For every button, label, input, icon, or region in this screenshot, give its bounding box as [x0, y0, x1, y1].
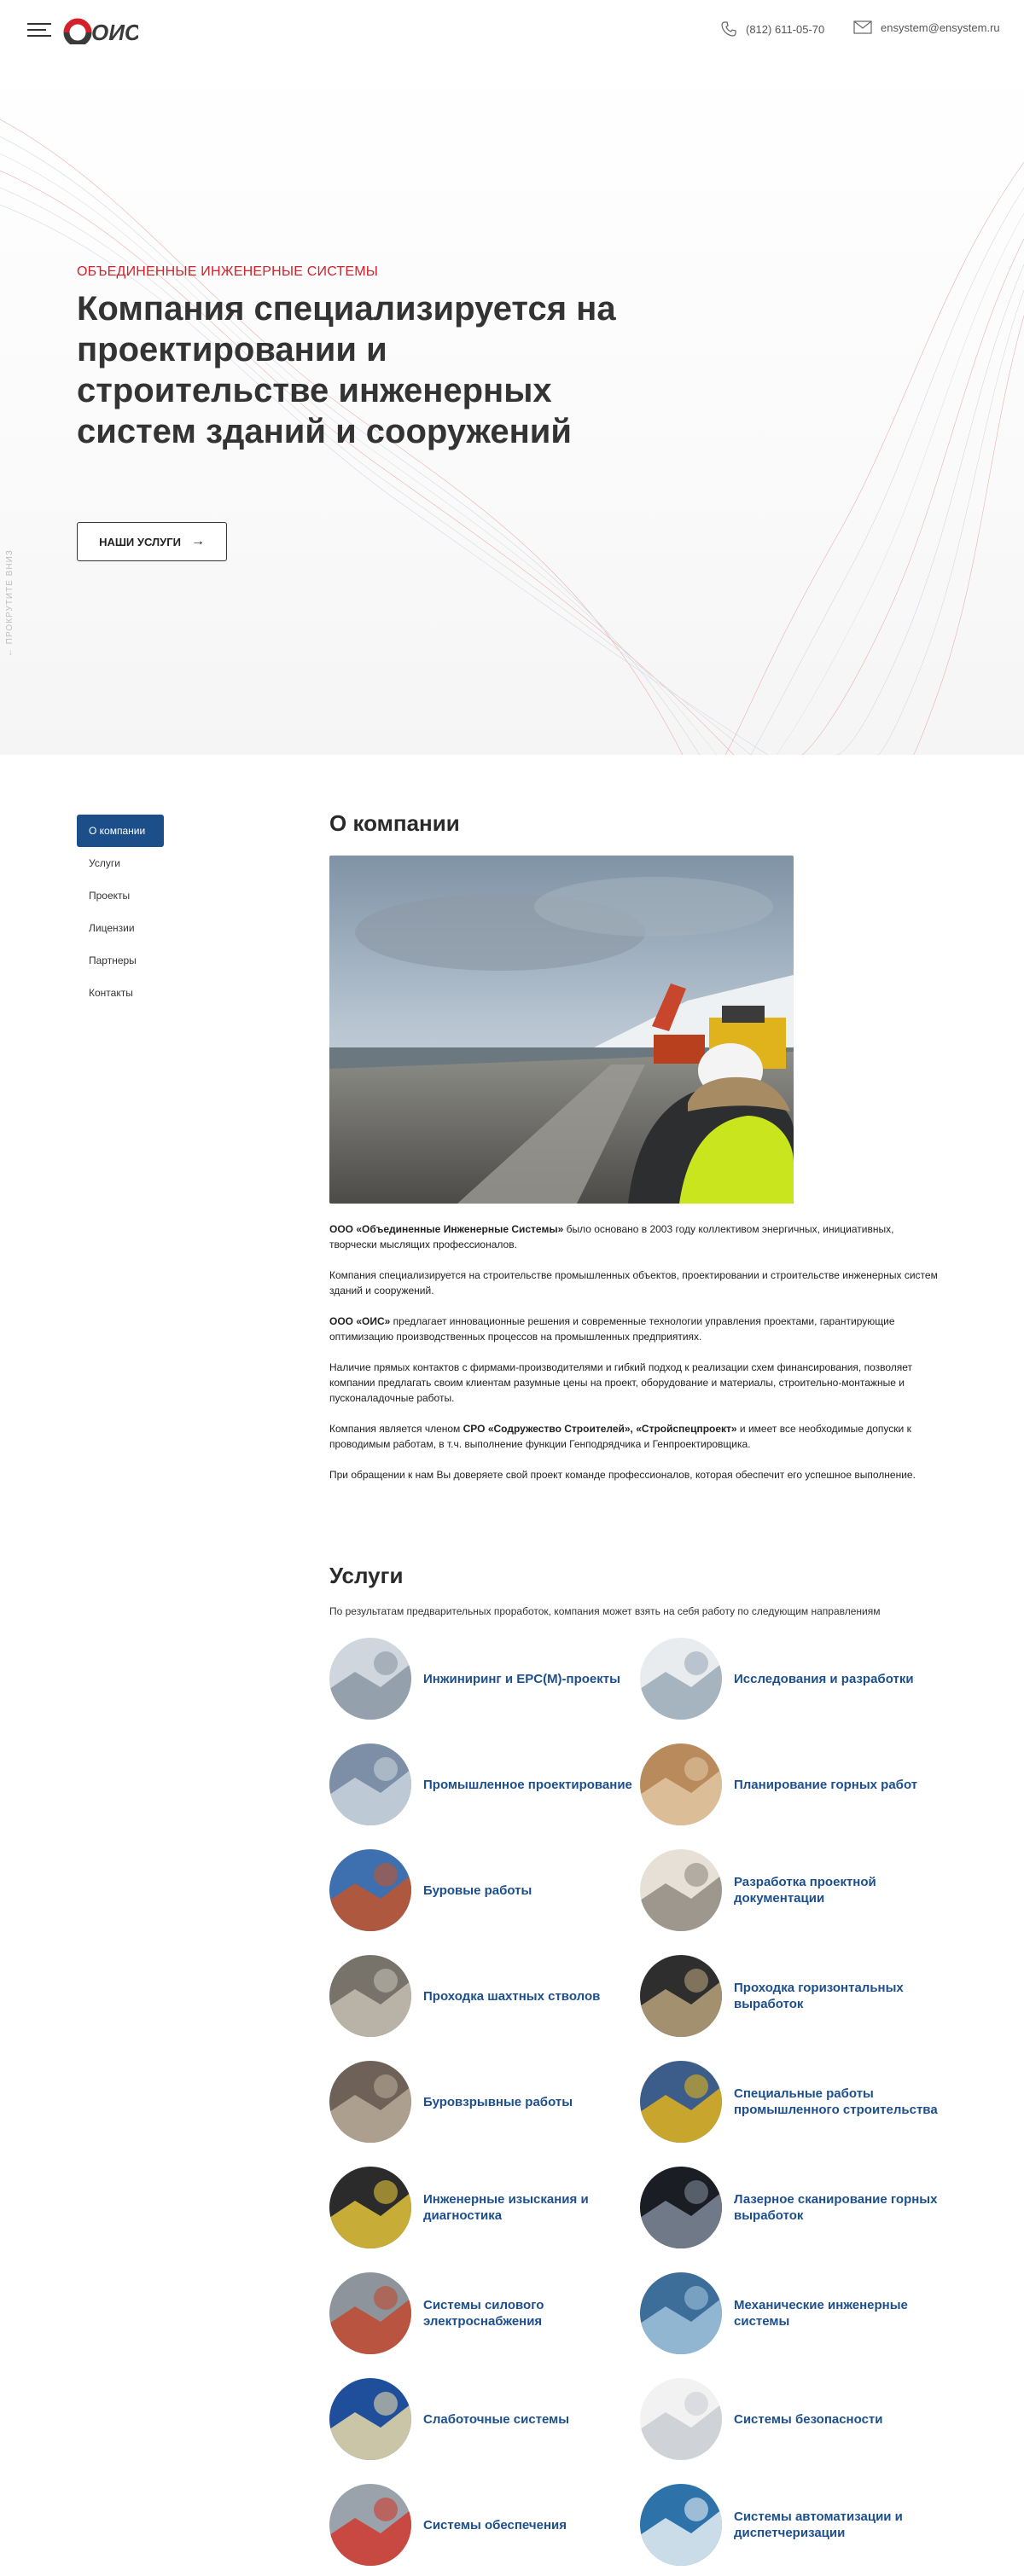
service-image — [640, 2167, 722, 2248]
section-nav — [77, 815, 164, 1009]
scroll-down-hint[interactable]: ← ПРОКРУТИТЕ ВНИЗ — [5, 549, 15, 657]
service-label: Проходка горизонтальных выработок — [734, 1981, 904, 2011]
service-label: Разработка проектной документации — [734, 1875, 876, 1906]
nav-item-projects[interactable]: Проекты — [89, 890, 131, 902]
service-item[interactable] — [640, 1743, 947, 1825]
nav-item-partners[interactable]: Партнеры — [89, 954, 137, 966]
service-item[interactable] — [329, 1638, 637, 1720]
service-label: Буровые работы — [423, 1883, 532, 1898]
service-label: Системы обеспечения — [423, 2517, 567, 2532]
phone-icon — [720, 20, 737, 38]
logo-text: ОИС — [91, 20, 138, 44]
about-text — [329, 1221, 944, 1498]
service-image — [640, 2272, 722, 2354]
services-subtitle: По результатам предварительных проработок, компания может взять на себя работу по следующим направлениям — [329, 1605, 881, 1617]
service-label: Механические инженерные системы — [734, 2298, 908, 2329]
service-item[interactable] — [640, 1849, 947, 1931]
service-item[interactable] — [640, 2484, 947, 2566]
service-image — [329, 2061, 411, 2143]
nav-item-contacts[interactable]: Контакты — [89, 987, 133, 999]
service-item[interactable] — [640, 2272, 947, 2354]
company-logo[interactable] — [63, 15, 138, 44]
service-item[interactable] — [329, 2061, 637, 2143]
hero-kicker: ОБЪЕДИНЕННЫЕ ИНЖЕНЕРНЫЕ СИСТЕМЫ — [77, 264, 379, 279]
service-image — [329, 1955, 411, 2037]
service-label: Инжиниринг и EPC(M)-проекты — [423, 1671, 620, 1686]
service-item[interactable] — [329, 2378, 637, 2460]
menu-icon[interactable] — [27, 23, 51, 37]
our-services-button-label: НАШИ УСЛУГИ — [99, 535, 181, 548]
service-item[interactable] — [329, 2167, 637, 2248]
mail-icon — [853, 20, 872, 34]
service-label: Системы безопасности — [734, 2411, 883, 2427]
phone-number: (812) 611-05-70 — [746, 22, 825, 36]
service-image — [329, 2272, 411, 2354]
service-image — [640, 1849, 722, 1931]
service-image — [329, 1849, 411, 1931]
nav-item-licenses[interactable]: Лицензии — [89, 922, 135, 934]
service-image — [329, 2378, 411, 2460]
service-image — [640, 2061, 722, 2143]
service-image — [640, 2484, 722, 2566]
about-paragraph-2: Компания специализируется на строительстве промышленных объектов, проектировании и строительстве инженерных систем зданий и сооружений. — [329, 1269, 938, 1297]
service-label: Системы силового электроснабжения — [423, 2298, 544, 2329]
service-item[interactable] — [329, 1955, 637, 2037]
service-label: Лазерное сканирование горных выработок — [734, 2192, 938, 2223]
service-image — [640, 1638, 722, 1720]
service-image — [329, 2484, 411, 2566]
email-address: ensystem@ensystem.ru — [881, 20, 1000, 34]
site-header — [0, 0, 1024, 60]
service-label: Проходка шахтных стволов — [423, 1988, 601, 2004]
service-label: Инженерные изыскания и диагностика — [423, 2192, 589, 2223]
about-paragraph-6: При обращении к нам Вы доверяете свой проект команде профессионалов, которая обеспечит его успешное выполнение. — [329, 1469, 916, 1481]
service-item[interactable] — [640, 2061, 947, 2143]
service-label: Слаботочные системы — [423, 2411, 570, 2427]
hero-title: Компания специализируется на проектировании и строительстве инженерных систем зданий и сооружений — [77, 290, 616, 450]
service-item[interactable] — [329, 1849, 637, 1931]
about-paragraph-3: ООО «ОИС» предлагает инновационные решения и современные технологии управления проектами, гарантирующие оптимизацию производственных процессов на промышленных предприятиях. — [329, 1315, 895, 1343]
service-label: Исследования и разработки — [734, 1671, 914, 1686]
service-label: Специальные работы промышленного строительства — [734, 2086, 938, 2117]
arrow-right-icon: → — [190, 534, 205, 548]
header-email[interactable] — [853, 20, 1000, 34]
service-item[interactable] — [640, 2378, 947, 2460]
service-label: Планирование горных работ — [734, 1777, 918, 1792]
our-services-button[interactable] — [77, 522, 227, 561]
service-image — [329, 1638, 411, 1720]
service-item[interactable] — [640, 1955, 947, 2037]
about-paragraph-4: Наличие прямых контактов с фирмами-производителями и гибкий подход к реализации схем финансирования, позволяет компании предлагать своим клиентам разумные цены на проект, оборудование и материалы, строительно-монтажные и пусконаладочные работы. — [329, 1361, 913, 1404]
about-photo — [329, 856, 794, 1204]
service-item[interactable] — [640, 2167, 947, 2248]
service-item[interactable] — [640, 1638, 947, 1720]
service-image — [329, 1743, 411, 1825]
service-label: Системы автоматизации и диспетчеризации — [734, 2509, 903, 2540]
about-paragraph-1: ООО «Объединенные Инженерные Системы» было основано в 2003 году коллективом энергичных, инициативных, творчески мыслящих профессионалов. — [329, 1223, 894, 1250]
about-paragraph-5: Компания является членом СРО «Содружество Строителей», «Стройспецпроект» и имеет все необходимые допуски к проводимым работам, в т.ч. выполнение функции Генподрядчика и Генпроектировщика. — [329, 1423, 911, 1450]
service-image — [329, 2167, 411, 2248]
service-image — [640, 1955, 722, 2037]
service-label: Буровзрывные работы — [423, 2094, 573, 2109]
nav-item-services[interactable]: Услуги — [89, 857, 120, 869]
service-label: Промышленное проектирование — [423, 1777, 632, 1792]
services-title: Услуги — [329, 1563, 404, 1588]
nav-item-about[interactable]: О компании — [77, 815, 164, 847]
service-image — [640, 2378, 722, 2460]
service-item[interactable] — [329, 2272, 637, 2354]
service-image — [640, 1743, 722, 1825]
service-item[interactable] — [329, 2484, 637, 2566]
service-item[interactable] — [329, 1743, 637, 1825]
header-phone[interactable] — [720, 20, 824, 38]
about-title: О компании — [329, 810, 460, 836]
hero-section — [0, 60, 1024, 755]
